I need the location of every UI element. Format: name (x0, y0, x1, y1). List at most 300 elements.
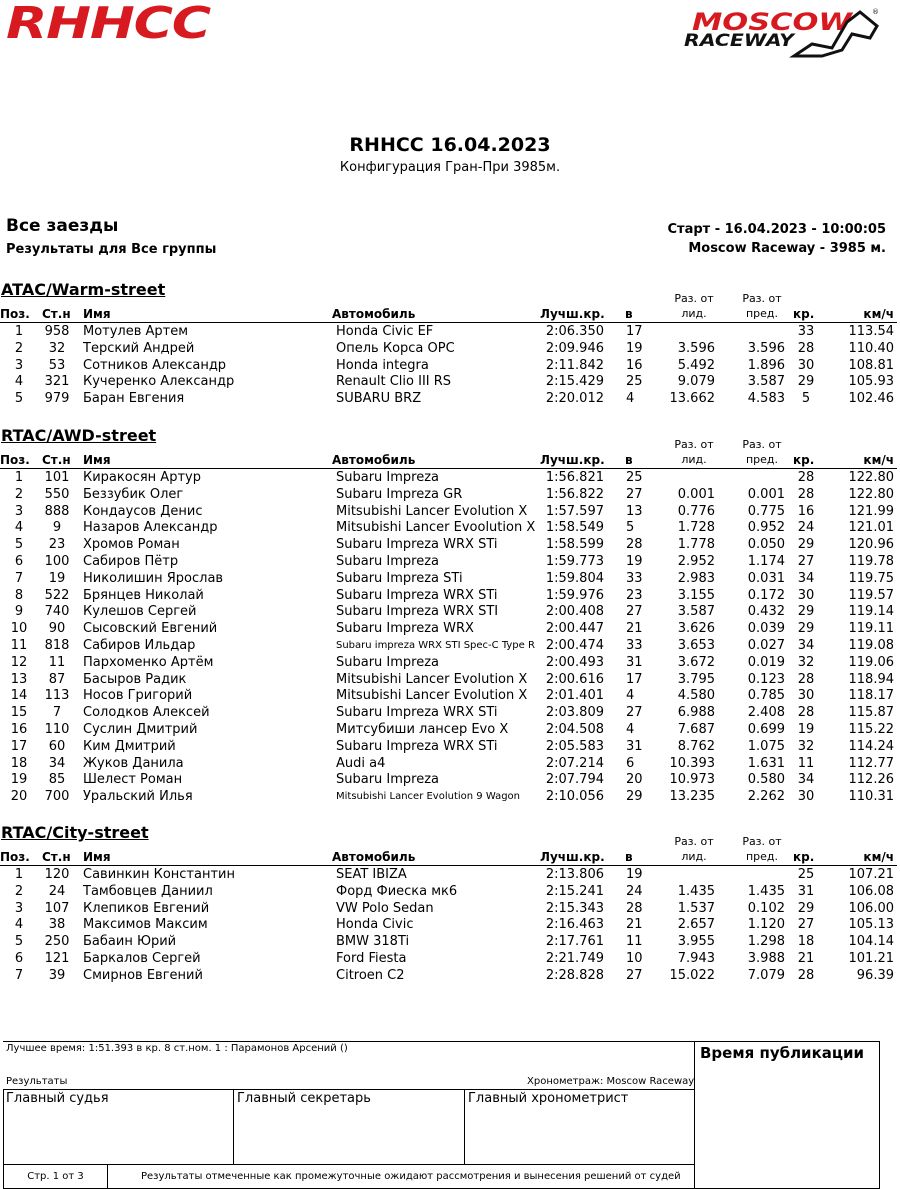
cell-laps: 34 (797, 772, 815, 788)
cell-car: SUBARU BRZ (336, 391, 422, 407)
header-gap-leader: Раз. от лид. (674, 438, 714, 466)
cell-gapl: 3.587 (677, 604, 715, 620)
results-label: Результаты (6, 1076, 68, 1087)
cell-gapp: 0.050 (747, 537, 785, 553)
page-title: RHHCC 16.04.2023 (349, 134, 551, 156)
cell-pos: 5 (14, 537, 24, 553)
cell-name: Сотников Александр (83, 357, 227, 373)
table-row (0, 655, 900, 672)
cell-pos: 2 (14, 486, 24, 502)
table-row (0, 537, 900, 554)
cell-gapl: 15.022 (669, 967, 715, 983)
header-kmh: км/ч (863, 453, 894, 467)
cell-car: Renault Clio III RS (336, 374, 452, 390)
header-pos: Поз. (0, 453, 30, 467)
table-row (0, 487, 900, 504)
cell-laps: 28 (797, 486, 815, 502)
cell-car: Subaru Impreza WRX (336, 621, 474, 637)
cell-kmh: 112.26 (848, 772, 894, 788)
header-kmh: км/ч (863, 850, 894, 864)
cell-lap: 4 (626, 391, 635, 407)
table-row (0, 554, 900, 571)
cell-lap: 23 (626, 587, 643, 603)
cell-name: Клепиков Евгений (83, 900, 210, 916)
cell-laps: 32 (797, 738, 815, 754)
cell-best: 2:10.056 (545, 789, 604, 805)
cell-name: Сысовский Евгений (83, 621, 218, 637)
table-row (0, 324, 900, 341)
header-name: Имя (83, 453, 111, 467)
cell-num: 550 (44, 486, 70, 502)
cell-num: 321 (44, 374, 70, 390)
cell-name: Уральский Илья (83, 789, 193, 805)
cell-num: 120 (44, 867, 70, 882)
cell-best: 2:11.842 (545, 357, 604, 373)
header-laps: кр. (793, 453, 815, 467)
cell-gapp: 1.896 (747, 357, 785, 373)
start-time: Старт - 16.04.2023 - 10:00:05 (667, 222, 886, 237)
cell-num: 24 (48, 883, 66, 899)
cell-gapp: 0.432 (747, 604, 785, 620)
cell-best: 2:00.493 (545, 654, 604, 670)
cell-car: Subaru impreza WRX STI Spec-C Type R (336, 640, 535, 651)
cell-best: 1:59.773 (545, 554, 604, 569)
table-row (0, 917, 900, 934)
header-best: Лучш.кр. (540, 850, 605, 864)
svg-text:MOSCOW: MOSCOW (692, 8, 854, 36)
cell-gapl: 4.580 (677, 688, 715, 704)
cell-pos: 2 (14, 340, 24, 356)
cell-car: Honda Civic EF (336, 324, 434, 339)
cell-lap: 5 (626, 520, 635, 536)
publication-label: Время публикации (700, 1044, 865, 1062)
svg-text:®: ® (872, 8, 879, 16)
cell-gapl: 13.662 (669, 391, 715, 407)
cell-gapp: 7.079 (747, 967, 785, 983)
cell-name: Пархоменко Артём (83, 654, 214, 670)
best-time: Лучшее время: 1:51.393 в кр. 8 ст.ном. 1 : Парамонов Арсений () (6, 1043, 348, 1054)
header-car: Автомобиль (332, 453, 416, 467)
cell-lap: 33 (626, 638, 643, 653)
cell-lap: 27 (626, 604, 643, 620)
cell-car: SEAT IBIZA (336, 867, 407, 882)
cell-best: 2:03.809 (545, 705, 604, 721)
cell-pos: 1 (14, 470, 24, 485)
cell-num: 700 (44, 789, 70, 805)
cell-num: 32 (48, 340, 66, 356)
cell-lap: 27 (626, 705, 643, 721)
cell-laps: 30 (797, 357, 815, 373)
cell-lap: 13 (626, 503, 643, 519)
cell-gapl: 5.492 (677, 357, 715, 373)
cell-best: 2:15.429 (545, 374, 604, 390)
cell-kmh: 119.57 (848, 587, 894, 603)
cell-laps: 25 (797, 867, 815, 882)
cell-kmh: 115.22 (848, 722, 894, 737)
cell-gapp: 3.596 (747, 340, 785, 356)
table-row (0, 672, 900, 689)
cell-laps: 31 (797, 883, 815, 899)
cell-lap: 19 (626, 867, 643, 882)
chief-judge-label: Главный судья (6, 1091, 109, 1106)
cell-best: 2:09.946 (545, 340, 604, 356)
table-row (0, 504, 900, 521)
cell-car: BMW 318Ti (336, 934, 410, 950)
cell-kmh: 113.54 (848, 324, 894, 339)
provisional-note: Результаты отмеченные как промежуточные ожидают рассмотрения и вынесения решений от судей (141, 1171, 681, 1182)
cell-car: Subaru Impreza GR (336, 486, 463, 502)
cell-gapp: 1.298 (747, 934, 785, 950)
cell-best: 2:17.761 (545, 934, 604, 950)
cell-car: Форд Фиеска мк6 (336, 883, 458, 899)
cell-pos: 6 (14, 554, 24, 569)
cell-name: Жуков Данила (83, 755, 184, 771)
header-divider (0, 468, 897, 469)
header-car: Автомобиль (332, 850, 416, 864)
cell-kmh: 105.93 (848, 374, 894, 390)
cell-name: Киракосян Артур (83, 470, 201, 485)
cell-car: Митсубиши лансер Evo X (336, 722, 509, 737)
header-lap: в (625, 850, 633, 864)
cell-gapp: 1.075 (747, 738, 785, 754)
cell-gapl: 2.657 (677, 917, 715, 933)
cell-num: 23 (48, 537, 66, 553)
cell-name: Баркалов Сергей (83, 951, 201, 966)
cell-kmh: 119.75 (848, 570, 894, 586)
header-car: Автомобиль (332, 307, 416, 321)
cell-kmh: 122.80 (848, 486, 894, 502)
cell-gapp: 0.001 (747, 486, 785, 502)
cell-best: 2:15.343 (545, 900, 604, 916)
cell-gapl: 0.001 (677, 486, 715, 502)
cell-gapp: 2.408 (747, 705, 785, 721)
cell-lap: 4 (626, 688, 635, 704)
table-row (0, 934, 900, 951)
results-for-label: Результаты для Все группы (6, 242, 217, 257)
cell-car: Citroen C2 (336, 967, 405, 983)
cell-laps: 16 (797, 503, 815, 519)
cell-pos: 13 (10, 671, 28, 687)
header-lap: в (625, 453, 633, 467)
cell-best: 2:28.828 (545, 967, 604, 983)
cell-lap: 6 (626, 755, 635, 771)
cell-gapl: 1.728 (677, 520, 715, 536)
cell-num: 19 (48, 570, 66, 586)
cell-gapl: 2.983 (677, 570, 715, 586)
table-row (0, 789, 900, 806)
cell-laps: 32 (797, 654, 815, 670)
cell-pos: 8 (14, 587, 24, 603)
cell-pos: 14 (10, 688, 28, 704)
cell-best: 2:05.583 (545, 738, 604, 754)
cell-gapp: 3.988 (747, 951, 785, 966)
cell-car: VW Polo Sedan (336, 900, 434, 916)
cell-kmh: 102.46 (848, 391, 894, 407)
header-num: Ст.н (42, 453, 71, 467)
cell-gapp: 0.172 (747, 587, 785, 603)
cell-pos: 5 (14, 934, 24, 950)
cell-num: 522 (44, 587, 70, 603)
cell-car: Mitsubishi Lancer Evolution X (336, 671, 528, 687)
cell-gapp: 1.120 (747, 917, 785, 933)
cell-name: Сабиров Пётр (83, 554, 179, 569)
cell-lap: 17 (626, 671, 643, 687)
cell-name: Смирнов Евгений (83, 967, 203, 983)
cell-gapl: 9.079 (677, 374, 715, 390)
cell-num: 39 (48, 967, 66, 983)
cell-kmh: 106.08 (848, 883, 894, 899)
cell-pos: 1 (14, 867, 24, 882)
table-row (0, 951, 900, 968)
cell-kmh: 107.21 (848, 867, 894, 882)
cell-laps: 28 (797, 967, 815, 983)
cell-best: 2:13.806 (545, 867, 604, 882)
cell-laps: 5 (801, 391, 811, 407)
header-gap-leader: Раз. от лид. (674, 292, 714, 320)
cell-gapp: 0.775 (747, 503, 785, 519)
table-row (0, 867, 900, 884)
cell-num: 100 (44, 554, 70, 569)
cell-laps: 27 (797, 554, 815, 569)
cell-lap: 24 (626, 883, 643, 899)
header-lap: в (625, 307, 633, 321)
cell-car: Subaru Impreza WRX STI (336, 604, 499, 620)
cell-lap: 31 (626, 738, 643, 754)
cell-best: 1:56.822 (545, 486, 604, 502)
cell-car: Subaru Impreza WRX STi (336, 705, 498, 721)
cell-car: Опель Корса OPC (336, 340, 455, 356)
cell-gapl: 3.672 (677, 654, 715, 670)
cell-pos: 4 (14, 520, 24, 536)
cell-kmh: 101.21 (848, 951, 894, 966)
cell-car: Subaru Impreza (336, 772, 440, 788)
cell-lap: 27 (626, 486, 643, 502)
table-row (0, 341, 900, 358)
cell-kmh: 115.87 (848, 705, 894, 721)
cell-num: 87 (48, 671, 66, 687)
cell-num: 107 (44, 900, 70, 916)
rhhcc-logo (4, 0, 214, 44)
timing-label: Хронометраж: Moscow Raceway (527, 1076, 695, 1087)
header-laps: кр. (793, 850, 815, 864)
cell-lap: 19 (626, 554, 643, 569)
table-row (0, 571, 900, 588)
cell-num: 53 (48, 357, 66, 373)
cell-laps: 29 (797, 537, 815, 553)
cell-num: 110 (44, 722, 70, 737)
cell-num: 85 (48, 772, 66, 788)
cell-num: 958 (44, 324, 70, 339)
cell-best: 2:07.794 (545, 772, 604, 788)
cell-gapp: 0.039 (747, 621, 785, 637)
table-row (0, 705, 900, 722)
cell-laps: 18 (797, 934, 815, 950)
cell-kmh: 108.81 (848, 357, 894, 373)
cell-name: Назаров Александр (83, 520, 218, 536)
cell-kmh: 110.31 (848, 789, 894, 805)
cell-lap: 33 (626, 570, 643, 586)
group-title: RTAC/AWD-street (1, 426, 157, 445)
header-kmh: км/ч (863, 307, 894, 321)
cell-num: 121 (44, 951, 70, 966)
header-divider (0, 322, 897, 323)
cell-pos: 3 (14, 357, 24, 373)
cell-best: 2:06.350 (545, 324, 604, 339)
header-name: Имя (83, 307, 111, 321)
cell-pos: 12 (10, 654, 28, 670)
cell-lap: 11 (626, 934, 643, 950)
header-laps: кр. (793, 307, 815, 321)
publication-box (694, 1041, 880, 1189)
table-row (0, 901, 900, 918)
cell-gapl: 1.537 (677, 900, 715, 916)
table-row (0, 588, 900, 605)
cell-gapl: 3.626 (677, 621, 715, 637)
cell-pos: 20 (10, 789, 28, 805)
cell-num: 740 (44, 604, 70, 620)
cell-name: Тамбовцев Даниил (83, 883, 213, 899)
cell-kmh: 120.96 (848, 537, 894, 553)
cell-car: Audi a4 (336, 755, 386, 771)
cell-name: Ким Дмитрий (83, 738, 176, 754)
cell-laps: 27 (797, 917, 815, 933)
cell-kmh: 104.14 (848, 934, 894, 950)
cell-num: 818 (44, 638, 70, 653)
cell-gapl: 3.955 (677, 934, 715, 950)
cell-gapl: 10.973 (669, 772, 715, 788)
cell-kmh: 119.08 (848, 638, 894, 653)
cell-lap: 27 (626, 967, 643, 983)
cell-car: Ford Fiesta (336, 951, 407, 966)
cell-kmh: 114.24 (848, 738, 894, 754)
cell-pos: 16 (10, 722, 28, 737)
cell-num: 60 (48, 738, 66, 754)
cell-gapl: 10.393 (669, 755, 715, 771)
cell-name: Баран Евгения (83, 391, 185, 407)
cell-gapp: 0.102 (747, 900, 785, 916)
cell-pos: 10 (10, 621, 28, 637)
cell-lap: 17 (626, 324, 643, 339)
cell-car: Subaru Impreza STi (336, 570, 463, 586)
cell-car: Subaru Impreza WRX STi (336, 537, 498, 553)
cell-kmh: 105.13 (848, 917, 894, 933)
cell-gapp: 1.435 (747, 883, 785, 899)
cell-num: 38 (48, 917, 66, 933)
cell-lap: 19 (626, 340, 643, 356)
cell-car: Subaru Impreza (336, 654, 440, 670)
cell-pos: 15 (10, 705, 28, 721)
cell-num: 7 (52, 705, 62, 721)
cell-lap: 10 (626, 951, 643, 966)
table-row (0, 604, 900, 621)
cell-laps: 30 (797, 789, 815, 805)
cell-best: 2:20.012 (545, 391, 604, 407)
cell-name: Сабиров Ильдар (83, 638, 196, 653)
table-row (0, 884, 900, 901)
cell-lap: 25 (626, 374, 643, 390)
cell-name: Кучеренко Александр (83, 374, 235, 390)
chief-secretary-label: Главный секретарь (237, 1091, 371, 1106)
cell-kmh: 121.99 (848, 503, 894, 519)
cell-best: 2:21.749 (545, 951, 604, 966)
cell-laps: 34 (797, 638, 815, 653)
cell-name: Носов Григорий (83, 688, 193, 704)
cell-name: Савинкин Константин (83, 867, 235, 882)
cell-kmh: 106.00 (848, 900, 894, 916)
table-row (0, 756, 900, 773)
table-row (0, 358, 900, 375)
cell-pos: 3 (14, 900, 24, 916)
cell-pos: 7 (14, 570, 24, 586)
header-divider (0, 865, 897, 866)
cell-lap: 29 (626, 789, 643, 805)
cell-laps: 34 (797, 570, 815, 586)
cell-car: Honda integra (336, 357, 429, 373)
cell-pos: 3 (14, 503, 24, 519)
cell-gapl: 3.155 (677, 587, 715, 603)
cell-num: 250 (44, 934, 70, 950)
cell-pos: 6 (14, 951, 24, 966)
cell-lap: 21 (626, 917, 643, 933)
table-row (0, 520, 900, 537)
cell-laps: 19 (797, 722, 815, 737)
cell-lap: 4 (626, 722, 635, 737)
header-gap-prev: Раз. от пред. (742, 292, 782, 320)
cell-gapl: 6.988 (677, 705, 715, 721)
page-number: Стр. 1 от 3 (27, 1171, 84, 1182)
cell-laps: 29 (797, 621, 815, 637)
cell-gapl: 13.235 (669, 789, 715, 805)
cell-gapl: 7.687 (677, 722, 715, 737)
cell-gapl: 1.778 (677, 537, 715, 553)
all-sessions-heading: Все заезды (6, 216, 119, 236)
cell-name: Солодков Алексей (83, 705, 210, 721)
header-pos: Поз. (0, 307, 30, 321)
cell-gapp: 4.583 (747, 391, 785, 407)
cell-num: 34 (48, 755, 66, 771)
cell-laps: 30 (797, 688, 815, 704)
header-gap-prev: Раз. от пред. (742, 835, 782, 863)
table-row (0, 391, 900, 408)
cell-num: 979 (44, 391, 70, 407)
venue: Moscow Raceway - 3985 м. (688, 241, 886, 256)
cell-gapl: 3.795 (677, 671, 715, 687)
cell-best: 1:58.549 (545, 520, 604, 536)
cell-kmh: 119.14 (848, 604, 894, 620)
cell-best: 2:00.408 (545, 604, 604, 620)
cell-gapp: 0.123 (747, 671, 785, 687)
cell-gapp: 0.031 (747, 570, 785, 586)
cell-name: Мотулев Артем (83, 324, 189, 339)
header-best: Лучш.кр. (540, 453, 605, 467)
cell-name: Хромов Роман (83, 537, 180, 553)
cell-lap: 16 (626, 357, 643, 373)
table-row (0, 374, 900, 391)
cell-pos: 7 (14, 967, 24, 983)
cell-pos: 9 (14, 604, 24, 620)
cell-name: Суслин Дмитрий (83, 722, 198, 737)
cell-lap: 25 (626, 470, 643, 485)
cell-laps: 33 (797, 324, 815, 339)
cell-laps: 28 (797, 470, 815, 485)
cell-lap: 31 (626, 654, 643, 670)
cell-laps: 24 (797, 520, 815, 536)
cell-pos: 17 (10, 738, 28, 754)
cell-name: Беззубик Олег (83, 486, 184, 502)
cell-best: 2:15.241 (545, 883, 604, 899)
cell-lap: 28 (626, 537, 643, 553)
cell-laps: 28 (797, 671, 815, 687)
